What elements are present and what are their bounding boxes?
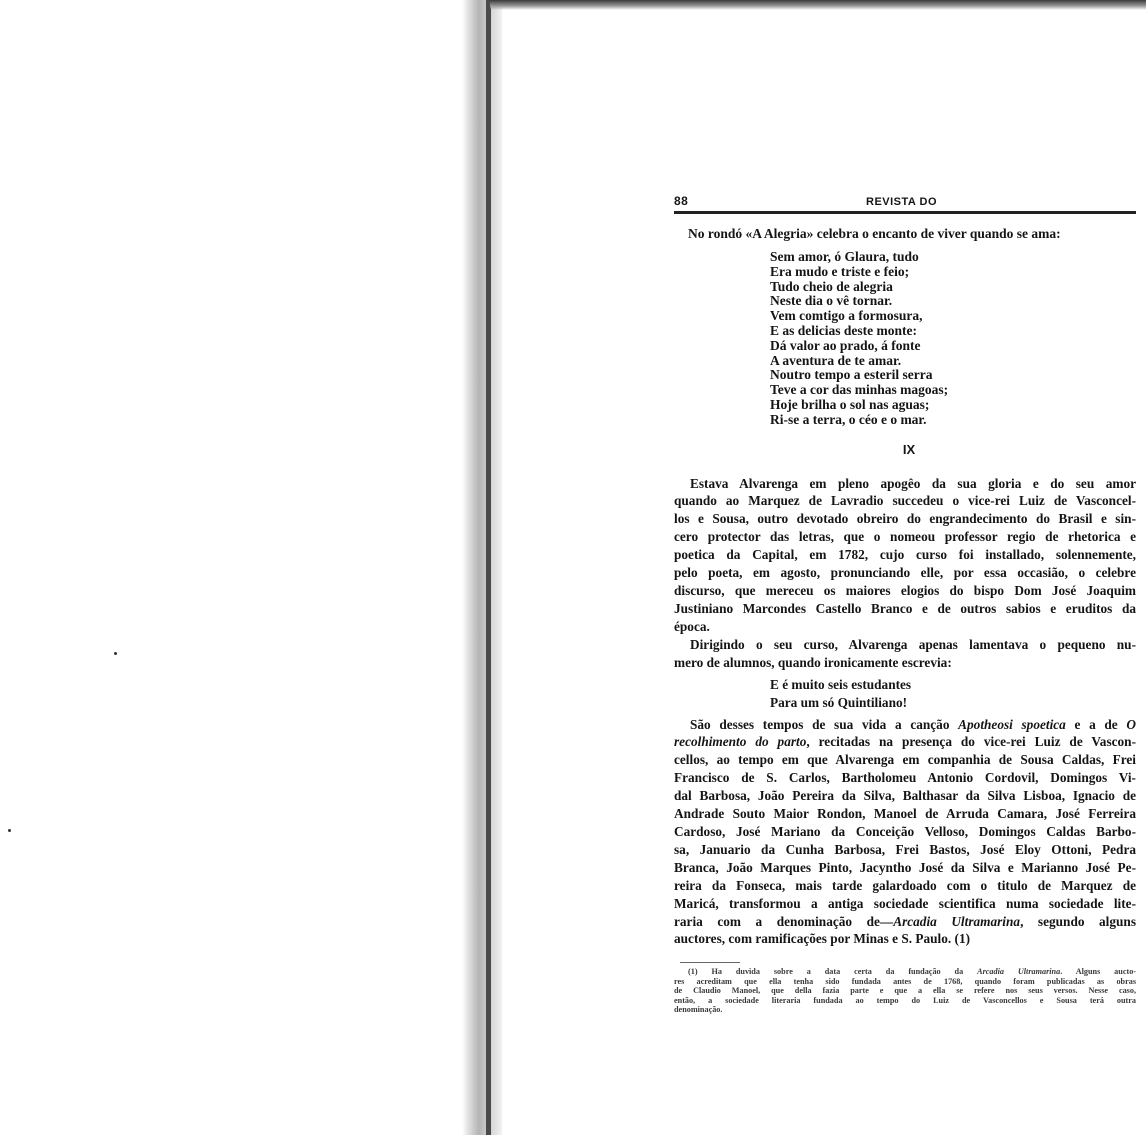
poem-line: A aventura de te amar. <box>770 352 902 368</box>
journal-title: REVISTA DO <box>866 196 938 208</box>
text-line: mero de alumnos, quando ironicamente escrevia: <box>674 654 952 670</box>
footnote-rule <box>680 962 740 963</box>
couplet-line: Para um só Quintiliano! <box>770 694 908 710</box>
text-line: sa, Januario da Cunha Barbosa, Frei Bastos, José Eloy Ottoni, Pedra <box>674 841 1136 857</box>
work-title: Arcadia Ultramarina <box>893 913 1021 929</box>
text-line: Cardoso, José Mariano da Conceição Velloso, Domingos Caldas Barbo- <box>674 823 1136 839</box>
dust-speck <box>114 652 117 655</box>
text-line: Justiniano Marcondes Castello Branco e de outros sabios e eruditos da <box>674 600 1136 616</box>
work-title: recolhimento do parto <box>674 734 807 750</box>
footnote-line: de Claudio Manoel, que della fazia parte e que a ella se refere nos seus versos. Nesse caso, <box>674 986 1136 996</box>
text-line: auctores, com ramificações por Minas e S. Paulo. (1) <box>674 931 971 947</box>
text-run: , recitadas na presença do vice-rei Luiz de Vascon- <box>806 734 1136 750</box>
couplet-line: E é muito seis estudantes <box>770 676 912 692</box>
text-line: quando ao Marquez de Lavradio succedeu o vice-rei Luiz de Vasconcel- <box>674 493 1136 509</box>
poem-rondo <box>770 250 1136 428</box>
section-heading: IX <box>902 441 916 457</box>
text-line: poetica da Capital, em 1782, cujo curso foi installado, solennemente, <box>674 547 1136 563</box>
poem-line: Vem comtigo a formosura, <box>770 308 923 324</box>
text-run: e a de <box>1065 716 1127 732</box>
text-line: Estava Alvarenga em pleno apogêo da sua gloria e do seu amor <box>690 475 1136 491</box>
work-title: Apotheosi spoetica <box>958 716 1066 732</box>
poem-line: Tudo cheio de alegria <box>770 278 893 294</box>
paragraph-2 <box>668 636 1136 672</box>
poem-line: E as delicias deste monte: <box>770 322 917 338</box>
footnote-line: então, a sociedade literaria fundada ao tempo do Luiz de Vasconcellos e Sousa terá outra <box>674 995 1136 1005</box>
footnote-line <box>674 967 1136 976</box>
text-line: reira da Fonseca, mais tarde galardoado com o titulo de Marquez de <box>674 877 1136 893</box>
text-line: dal Barbosa, João Pereira da Silva, Balthasar da Silva Lisboa, Ignacio de <box>674 788 1136 804</box>
text-line: Branca, João Marques Pinto, Jacyntho José da Silva e Marianno José Pe- <box>674 859 1136 875</box>
quoted-couplet <box>770 676 1136 712</box>
text-run: , segundo alguns <box>1020 913 1136 929</box>
text-line: cero protector das letras, que o nomeou professor regio de rhetorica e <box>674 529 1136 545</box>
poem-line: Hoje brilha o sol nas aguas; <box>770 396 930 412</box>
text-line <box>674 716 1136 734</box>
text-line: Dirigindo o seu curso, Alvarenga apenas lamentava o pequeno nu- <box>690 636 1136 652</box>
page-number: 88 <box>674 194 689 208</box>
work-title: Arcadia Ultramarina <box>977 967 1061 977</box>
footnote <box>668 962 1136 1014</box>
binding-edge <box>486 0 491 1135</box>
poem-line: Teve a cor das minhas magoas; <box>770 382 949 398</box>
text-line <box>674 913 1136 931</box>
text-line: cellos, ao tempo em que Alvarenga em companhia de Sousa Caldas, Frei <box>674 752 1136 768</box>
dust-speck <box>8 829 11 832</box>
poem-line: Neste dia o vê tornar. <box>770 293 893 309</box>
text-line: Maricá, transformou a antiga sociedade scientifica numa sociedade lite- <box>674 895 1136 911</box>
text-line: pelo poeta, em agosto, pronunciando elle, por essa occasião, o celebre <box>674 565 1136 581</box>
book-gutter-shadow <box>462 0 502 1135</box>
paragraph-3 <box>668 716 1136 949</box>
text-line: los e Sousa, outro devotado obreiro do engrandecimento do Brasil e sin- <box>674 511 1136 527</box>
work-title: O <box>1126 716 1136 732</box>
text-line <box>674 733 1136 751</box>
text-line: época. <box>674 618 710 634</box>
text-run: São desses tempos de sua vida a canção <box>690 716 959 732</box>
footnote-line: res acreditam que ella tenha sido fundada antes de 1768, quando foram publicadas as obras <box>674 976 1136 986</box>
scan-top-edge <box>490 0 1146 10</box>
text-run: . Alguns auctо- <box>1060 967 1137 977</box>
text-line: discurso, que mereceu os maiores elogios do bispo Dom José Joaquim <box>674 583 1136 598</box>
poem-line: Dá valor ao prado, á fonte <box>770 337 921 353</box>
intro-line: No rondó «A Alegria» celebra o encanto de viver quando se ama: <box>688 226 1061 241</box>
poem-line: Sem amor, ó Glaura, tudo <box>770 249 919 264</box>
text-line: Andrade Souto Maior Rondon, Manoel de Arruda Camara, José Ferreira <box>674 806 1136 822</box>
header-rule <box>674 211 1136 214</box>
right-page <box>668 190 1136 1014</box>
text-run: raria com a denominação de— <box>674 913 894 929</box>
running-head <box>668 190 1136 212</box>
poem-line: Era mudo e triste e feio; <box>770 263 910 279</box>
paragraph-1 <box>668 475 1136 636</box>
poem-line: Ri-se a terra, o céo e o mar. <box>770 411 927 427</box>
text-line: Francisco de S. Carlos, Bartholomeu Antonio Cordovil, Domingos Vi- <box>674 770 1136 786</box>
text-run: (1) Ha duvida sobre a data certa da fundação da <box>688 967 978 977</box>
footnote-line: denominação. <box>674 1004 723 1014</box>
poem-line: Noutro tempo a esteril serra <box>770 367 933 383</box>
